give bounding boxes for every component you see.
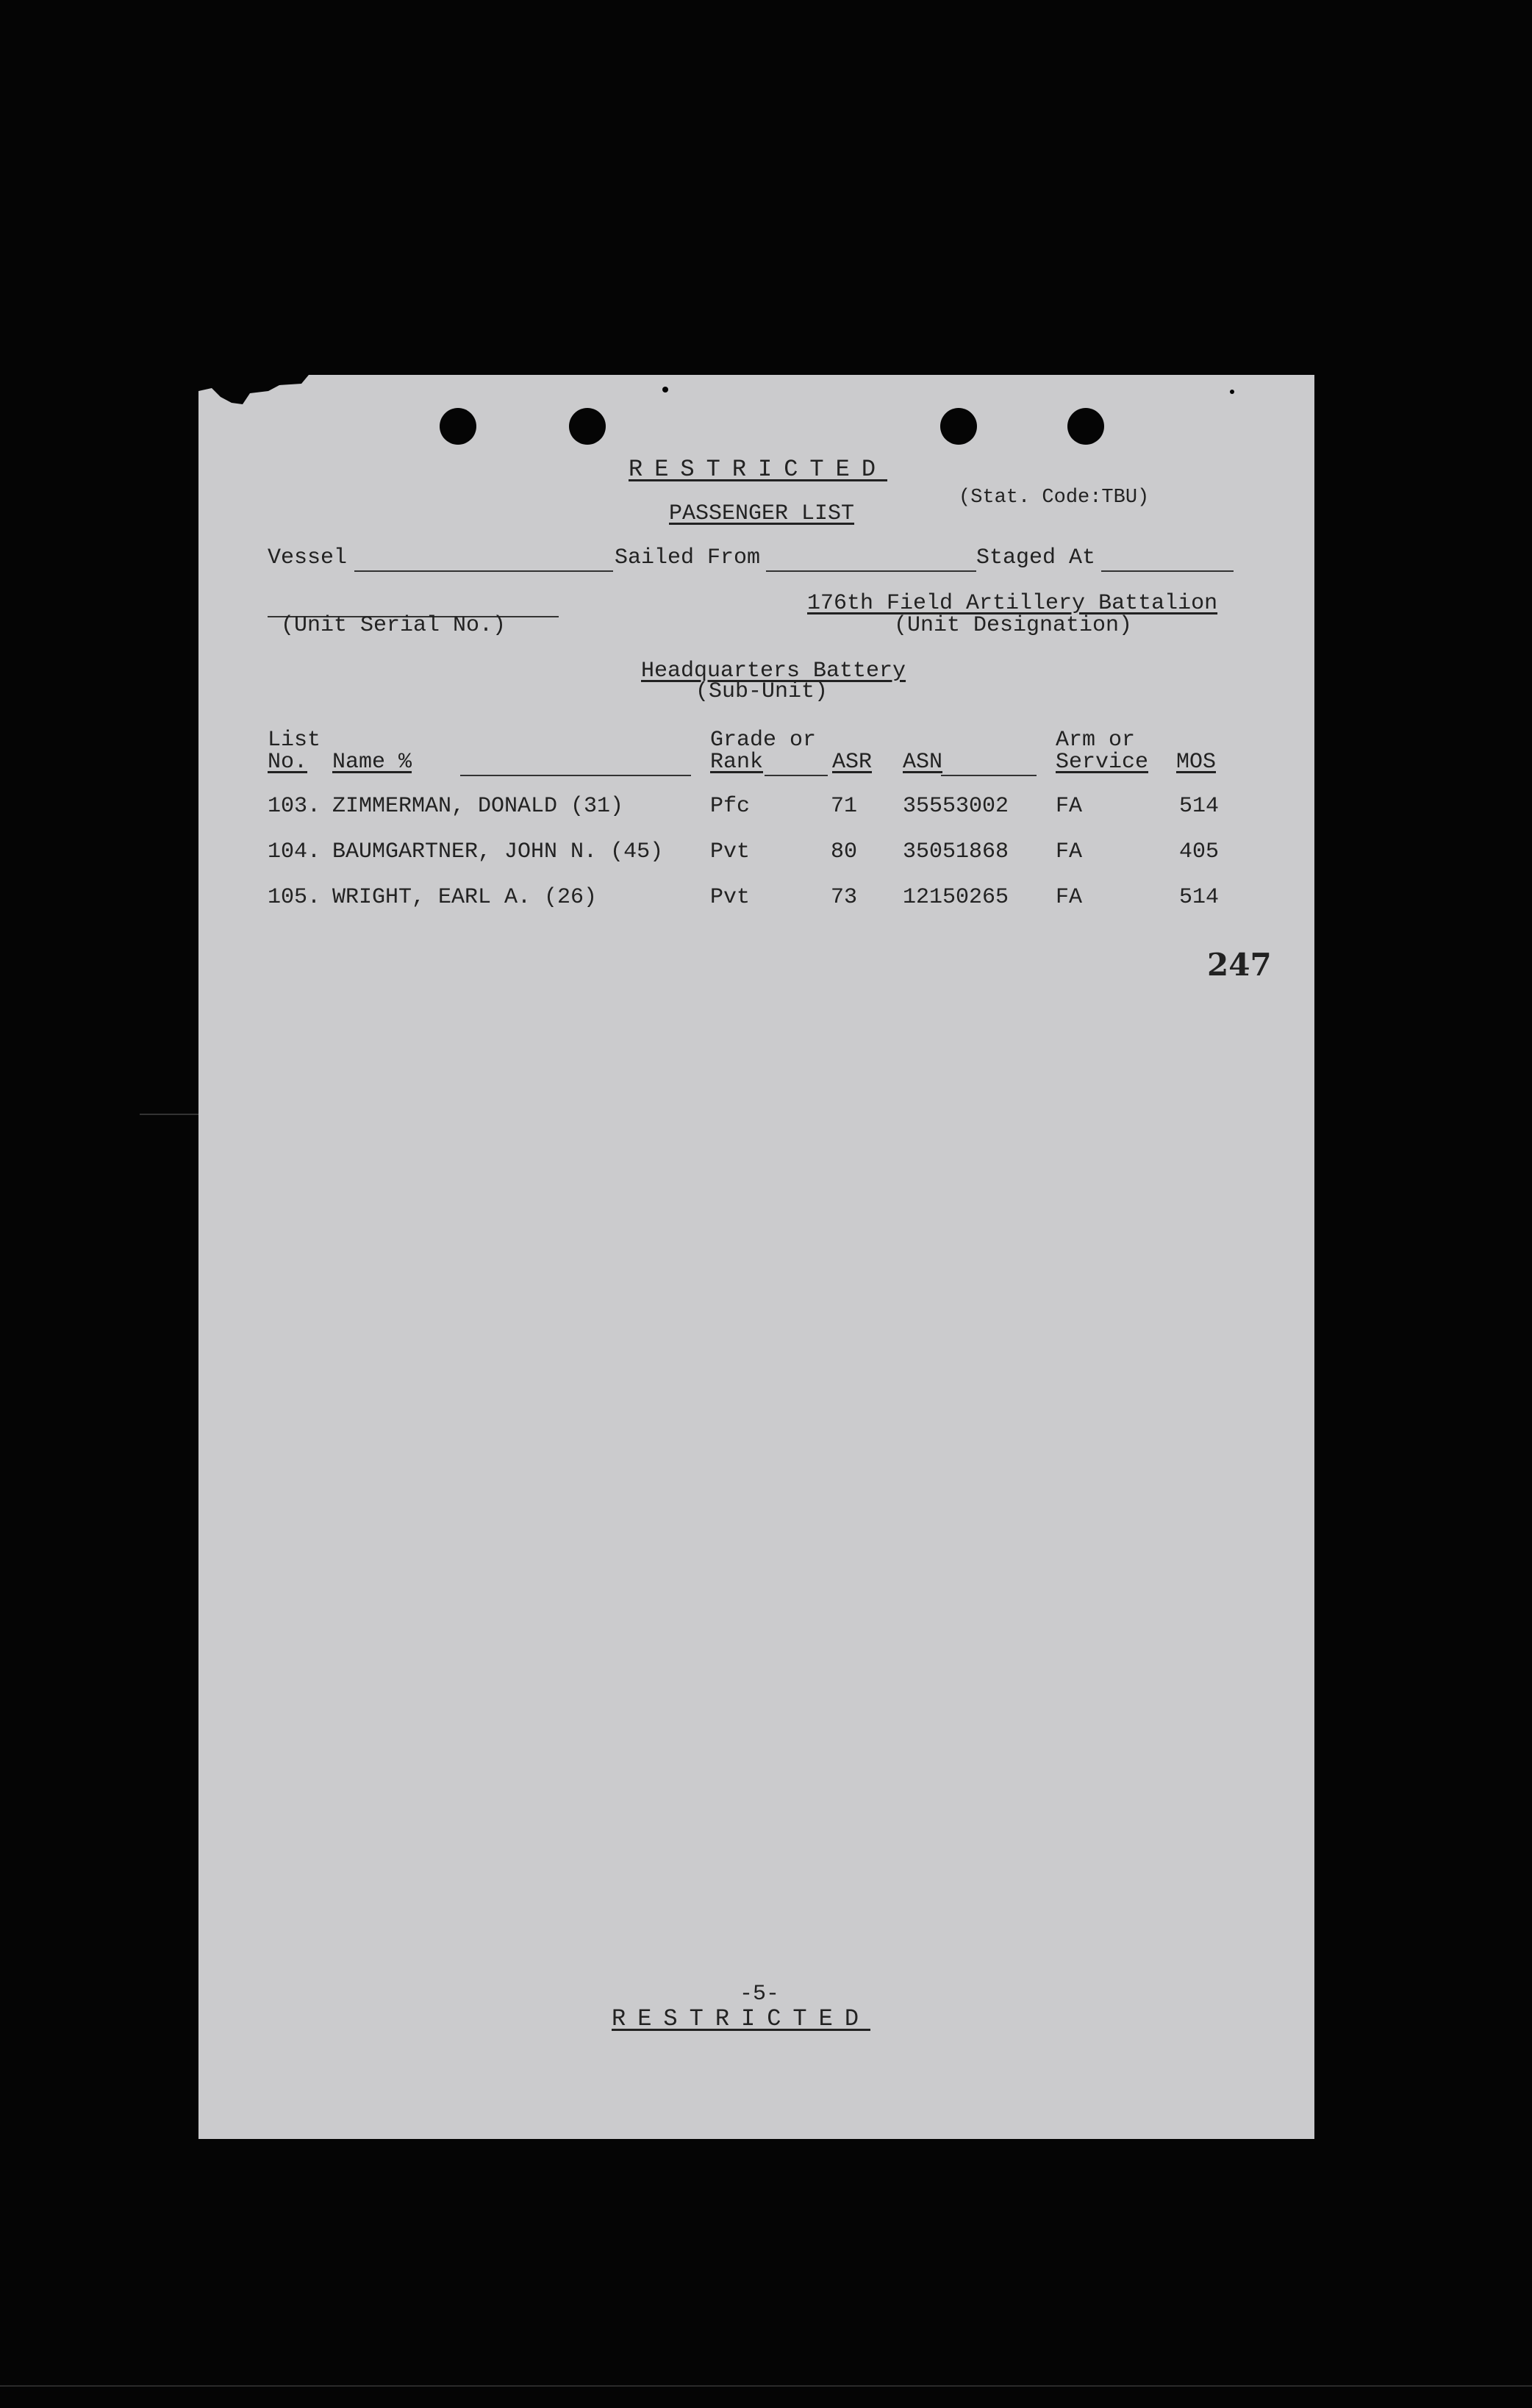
row-name: BAUMGARTNER, JOHN N. (45) (332, 839, 664, 864)
vessel-blank (354, 570, 613, 572)
row-mos: 405 (1179, 839, 1220, 864)
row-asn: 35553002 (903, 794, 1009, 819)
row-no: 105. (268, 885, 321, 910)
row-arm: FA (1056, 839, 1083, 864)
header-no: No. (268, 750, 308, 775)
header-asr: ASR (832, 750, 873, 775)
row-asr: 71 (831, 794, 858, 819)
punch-hole (440, 408, 476, 445)
row-arm: FA (1056, 794, 1083, 819)
staged-at-label: Staged At (976, 545, 1096, 570)
header-mos: MOS (1176, 750, 1217, 775)
unit-designation-caption: (Unit Designation) (894, 613, 1133, 638)
document-page (198, 375, 1314, 2139)
header-name: Name % (332, 750, 412, 775)
classification-footer: RESTRICTED (612, 2005, 871, 2032)
punch-hole (940, 408, 977, 445)
header-list: List (268, 728, 321, 753)
row-asn: 35051868 (903, 839, 1009, 864)
row-grade: Pvt (710, 839, 751, 864)
row-no: 104. (268, 839, 321, 864)
row-no: 103. (268, 794, 321, 819)
header-service: Service (1056, 750, 1149, 775)
row-mos: 514 (1179, 794, 1220, 819)
punch-hole (1067, 408, 1104, 445)
stat-code: (Stat. Code:TBU) (959, 487, 1150, 509)
row-name: WRIGHT, EARL A. (26) (332, 885, 598, 910)
classification-header: RESTRICTED (629, 456, 888, 483)
scan-mark (140, 1114, 198, 1115)
sub-unit-caption: (Sub-Unit) (695, 679, 828, 704)
header-grade: Grade or (710, 728, 817, 753)
row-grade: Pfc (710, 794, 751, 819)
document-title: PASSENGER LIST (669, 501, 855, 526)
header-name-rule (460, 775, 691, 776)
speck (1230, 390, 1234, 394)
row-asr: 80 (831, 839, 858, 864)
vessel-label: Vessel (268, 545, 348, 570)
sailed-from-blank (766, 570, 976, 572)
page-number: -5- (740, 1982, 780, 2007)
sub-unit: Headquarters Battery (641, 659, 906, 684)
unit-serial-caption: (Unit Serial No.) (281, 613, 507, 638)
row-grade: Pvt (710, 885, 751, 910)
row-mos: 514 (1179, 885, 1220, 910)
row-name: ZIMMERMAN, DONALD (31) (332, 794, 624, 819)
header-asn: ASN (903, 750, 943, 775)
torn-corner (198, 375, 309, 426)
row-asr: 73 (831, 885, 858, 910)
header-rank-rule (765, 775, 828, 776)
staged-at-blank (1101, 570, 1234, 572)
header-arm: Arm or (1056, 728, 1136, 753)
scan-line (0, 2385, 1532, 2387)
header-asn-rule (941, 775, 1037, 776)
unit-designation: 176th Field Artillery Battalion (807, 591, 1218, 616)
row-asn: 12150265 (903, 885, 1009, 910)
speck (662, 387, 668, 393)
punch-hole (569, 408, 606, 445)
sailed-from-label: Sailed From (615, 545, 761, 570)
header-rank: Rank (710, 750, 764, 775)
row-arm: FA (1056, 885, 1083, 910)
stamp-number: 247 (1207, 947, 1272, 983)
